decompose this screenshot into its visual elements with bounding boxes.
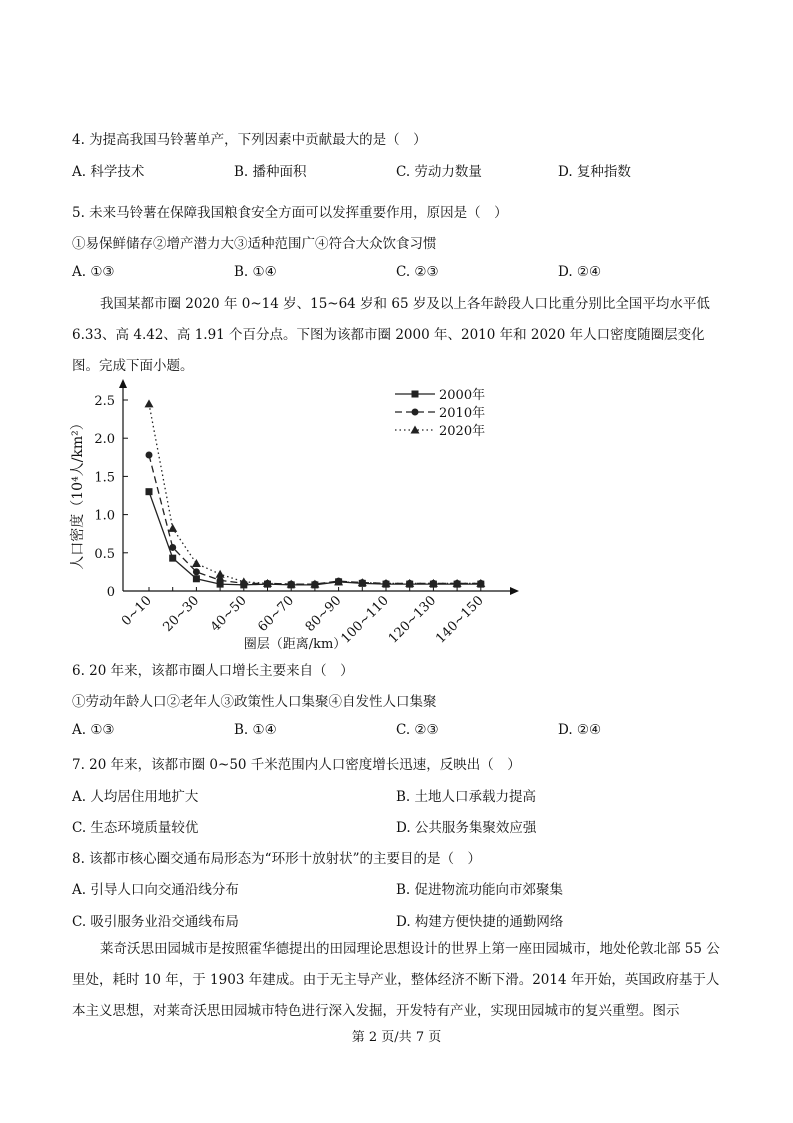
passage-letchworth: 莱奇沃思田园城市是按照霍华德提出的田园理论思想设计的世界上第一座田园城市，地处伦敦北部 55 公里处，耗时 10 年，于 1903 年建成。由于无主导产业，整体经济不断下滑。2014 年开始，英国政府基于人本主义思想，对莱奇沃思田园城市特色进行深入发掘，开发特有产业，实现田园城市的复兴重塑。图示 [72,941,720,1019]
x-tick-label: 20~30 [160,593,203,635]
q5-option-c: C. ②③ [396,264,439,280]
data-point [217,577,224,584]
data-point [168,524,177,532]
q5-option-b: B. ①④ [234,264,277,280]
q7-option-a: A. 人均居住用地扩大 [72,789,199,805]
population-density-chart [60,368,530,658]
q8-stem: 8. 该都市核心圈交通布局形态为“环形十放射状”的主要目的是（ ） [72,851,481,867]
y-tick-label: 1.5 [94,470,115,486]
y-axis-arrow [119,379,127,388]
x-axis-label: 圈层（距离/km） [243,637,347,652]
x-tick-label: 100~110 [338,593,392,647]
y-tick-label: 0.5 [94,546,115,562]
series-1 [146,452,485,588]
data-point [145,399,154,407]
x-tick-label: 140~150 [433,593,487,647]
data-point [193,568,200,575]
q4-stem: 4. 为提高我国马铃薯单产，下列因素中贡献最大的是（ ） [72,132,427,148]
series-2 [145,399,486,587]
legend-label: 2020年 [439,424,486,439]
data-point [146,488,153,495]
q8-option-c: C. 吸引服务业沿交通线布局 [72,914,239,930]
y-tick-labels [94,394,115,600]
q4-option-b: B. 播种面积 [234,164,307,180]
q5-option-a: A. ①③ [72,264,115,280]
legend-label: 2000年 [439,388,486,403]
q6-option-b: B. ①④ [234,722,277,738]
q6-choices: ①劳动年龄人口②老年人③政策性人口集聚④自发性人口集聚 [72,694,437,710]
q7-option-c: C. 生态环境质量较优 [72,820,199,836]
x-tick-label: 120~130 [385,593,440,647]
q8-option-d: D. 构建方便快捷的通勤网络 [396,914,564,930]
page-footer: 第 2 页/共 7 页 [351,1030,442,1045]
legend-label: 2010年 [439,406,486,421]
q5-option-d: D. ②④ [558,264,602,280]
data-point [192,559,201,567]
legend-marker [412,391,419,398]
x-axis-arrow [510,587,519,595]
y-axis-label: 人口密度（10⁴人/km²） [70,416,86,570]
q8-option-b: B. 促进物流功能向市郊聚集 [396,882,564,898]
q4-option-d: D. 复种指数 [558,164,631,180]
y-tick-label: 2.5 [94,394,115,409]
data-point [169,544,176,551]
q5-stem: 5. 未来马铃薯在保障我国粮食安全方面可以发挥重要作用，原因是（ ） [72,205,508,221]
q7-option-b: B. 土地人口承载力提高 [396,789,537,805]
legend-marker [412,409,419,416]
data-point [169,555,176,562]
q8-option-a: A. 引导人口向交通沿线分布 [72,882,239,898]
y-tick-label: 1.0 [94,508,115,524]
x-tick-label: 0~10 [118,593,155,630]
q4-option-c: C. 劳动力数量 [396,164,482,180]
x-tick-label: 40~50 [207,593,250,635]
chart-series [145,399,486,588]
q7-option-d: D. 公共服务集聚效应强 [396,820,537,836]
q4-option-a: A. 科学技术 [72,164,145,180]
series-line [149,404,481,584]
q6-option-d: D. ②④ [558,722,602,738]
data-point [216,570,225,578]
data-point [193,575,200,582]
y-tick-label: 0 [106,585,115,600]
q5-choices: ①易保鲜储存②增产潜力大③适种范围广④符合大众饮食习惯 [72,236,437,252]
chart-legend [395,387,485,439]
y-tick-label: 2.0 [94,432,115,448]
x-tick-label: 80~90 [302,593,345,635]
q7-stem: 7. 20 年来，该都市圈 0~50 千米范围内人口密度增长迅速，反映出（ ） [72,757,521,773]
x-tick-label: 60~70 [255,593,298,635]
passage-metro-population: 我国某都市圈 2020 年 0~14 岁、15~64 岁和 65 岁及以上各年龄段人口比重分别比全国平均水平低 6.33、高 4.42、高 1.91 个百分点。下图为该都市圈 2000 年、2010 年和 2020 年人口密度随圈层变化图。完成下面小题。 [72,296,710,374]
q6-option-a: A. ①③ [72,722,115,738]
data-point [146,452,153,459]
q6-option-c: C. ②③ [396,722,439,738]
q6-stem: 6. 20 年来，该都市圈人口增长主要来自（ ） [72,663,354,679]
